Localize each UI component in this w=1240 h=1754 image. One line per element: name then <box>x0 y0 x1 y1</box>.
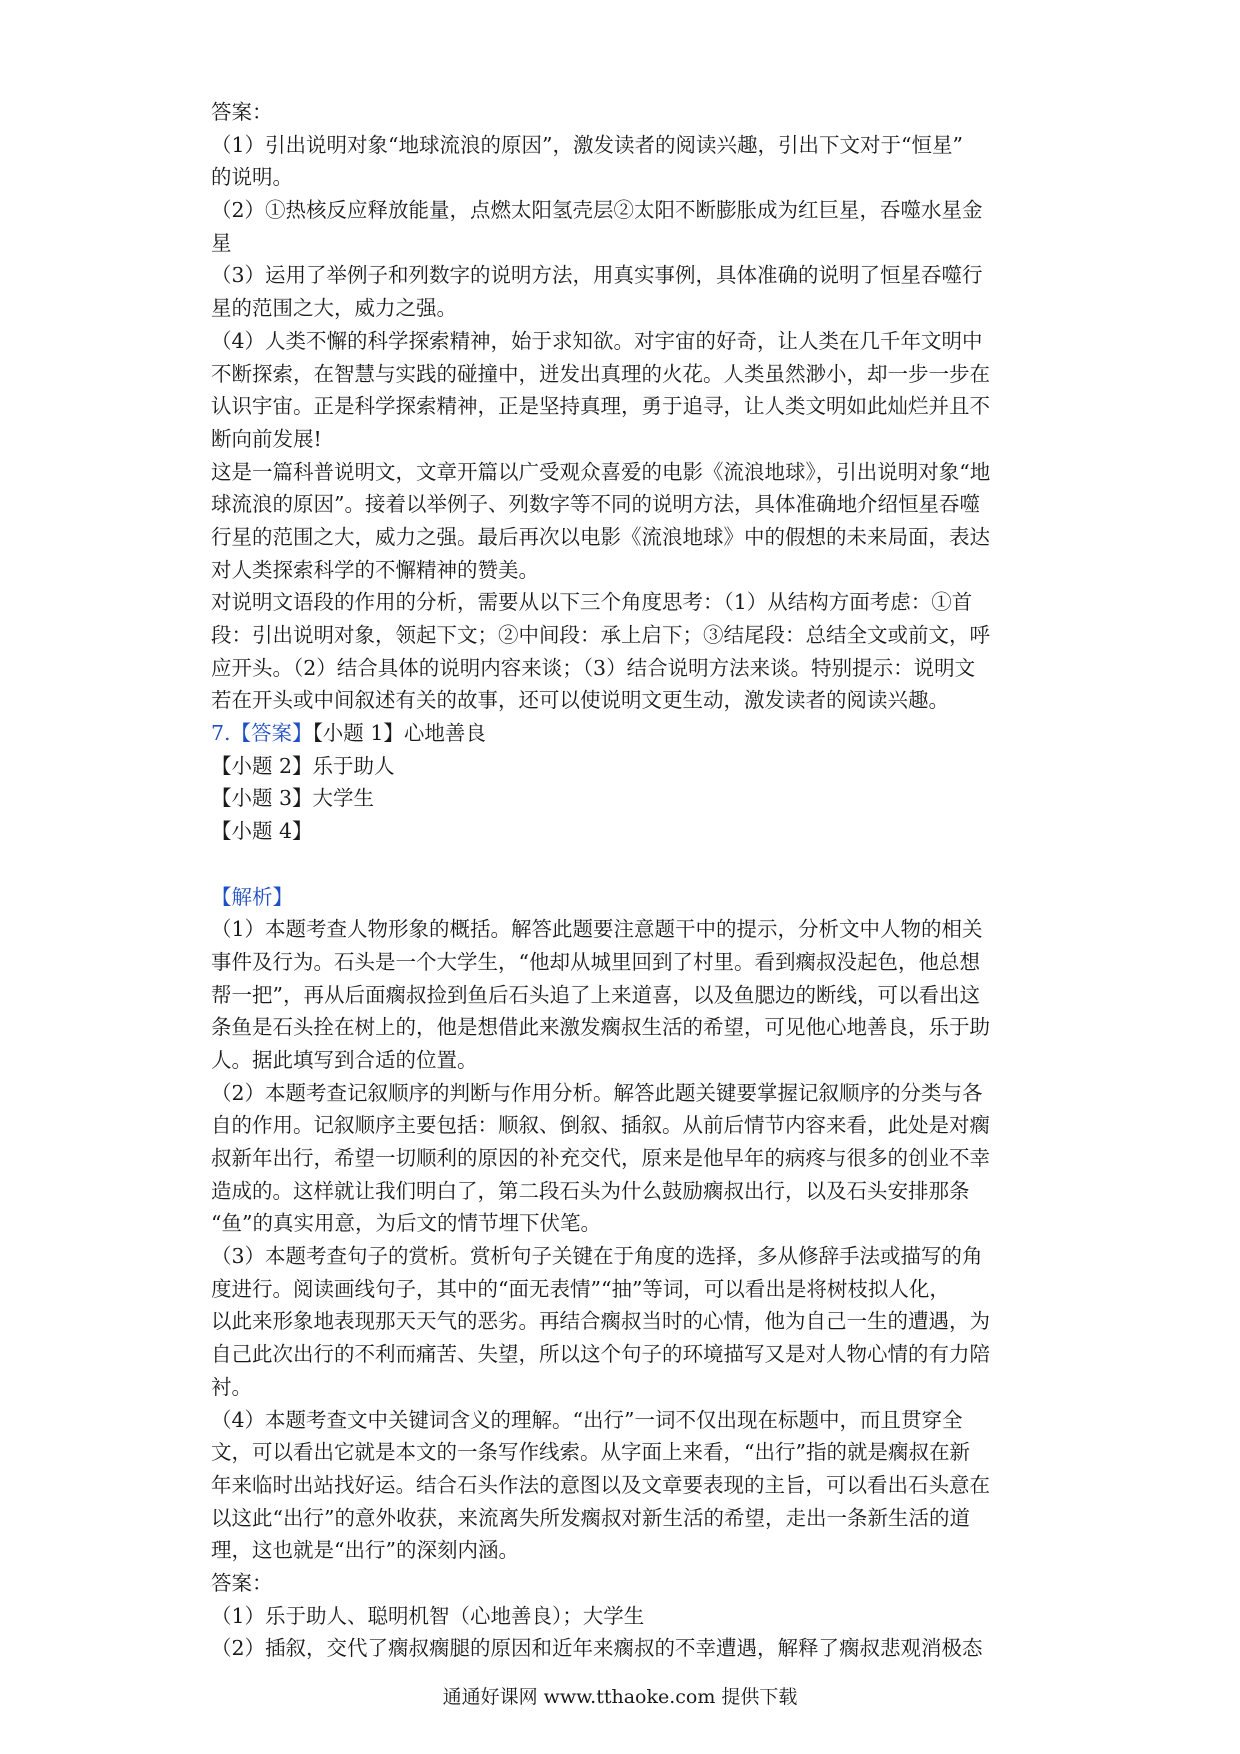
text-line: （2）插叙，交代了瘸叔瘸腿的原因和近年来瘸叔的不幸遭遇，解释了瘸叔悲观消极态 <box>211 1636 983 1661</box>
text-line: 答案： <box>211 100 273 124</box>
text-line: 以此来形象地表现那天天气的恶劣。再结合瘸叔当时的心情，他为自己一生的遭遇，为 <box>211 1309 990 1334</box>
text-line: （1）引出说明对象“地球流浪的原因”，激发读者的阅读兴趣，引出下文对于“恒星” <box>211 132 963 157</box>
text-line: 行星的范围之大，威力之强。最后再次以电影《流浪地球》中的假想的未来局面，表达 <box>211 524 990 549</box>
text-line: 人。据此填写到合适的位置。 <box>211 1047 478 1072</box>
subquestion-4-answer: 【小题 4】 <box>211 819 313 844</box>
text-line: 衬。 <box>211 1374 252 1399</box>
text-line: 造成的。这样就让我们明白了，第二段石头为什么鼓励瘸叔出行，以及石头安排那条 <box>211 1178 970 1203</box>
text-line: （2）①热核反应释放能量，点燃太阳氢壳层②太阳不断膨胀成为红巨星，吞噬水星金 <box>211 198 983 223</box>
text-line: 度进行。阅读画线句子，其中的“面无表情”“抽”等词，可以看出是将树枝拟人化， <box>211 1276 950 1301</box>
analysis-label: 【解析】 <box>211 884 293 909</box>
text-line: 这是一篇科普说明文，文章开篇以广受观众喜爱的电影《流浪地球》，引出说明对象“地 <box>211 459 991 484</box>
text-line: 球流浪的原因”。接着以举例子、列数字等不同的说明方法，具体准确地介绍恒星吞噬 <box>211 492 980 517</box>
subquestion-3-answer: 【小题 3】大学生 <box>211 786 375 811</box>
subquestion-1-answer: 【小题 1】心地善良 <box>312 721 486 746</box>
text-line: 以这此“出行”的意外收获，来流离失所发瘸叔对新生活的希望，走出一条新生活的道 <box>211 1505 970 1530</box>
question-7-answer-line <box>211 717 1041 750</box>
text-line: 的说明。 <box>211 165 293 190</box>
blank-line <box>211 848 1041 881</box>
text-line: 认识宇宙。正是科学探索精神，正是坚持真理，勇于追寻，让人类文明如此灿烂并且不 <box>211 394 990 419</box>
text-line: （1）乐于助人、聪明机智（心地善良）；大学生 <box>211 1603 645 1628</box>
answer-section-7 <box>211 717 1041 1665</box>
text-line: （1）本题考查人物形象的概括。解答此题要注意题干中的提示，分析文中人物的相关 <box>211 917 983 942</box>
text-line: （3）运用了举例子和列数字的说明方法，用真实事例，具体准确的说明了恒星吞噬行 <box>211 263 983 288</box>
question-7-answer-label: 7.【答案】 <box>211 721 313 746</box>
text-line: 文，可以看出它就是本文的一条写作线索。从字面上来看，“出行”指的就是瘸叔在新 <box>211 1440 970 1465</box>
text-line: 若在开头或中间叙述有关的故事，还可以使说明文更生动，激发读者的阅读兴趣。 <box>211 688 949 713</box>
text-line: 断向前发展! <box>211 426 322 451</box>
text-line: 不断探索，在智慧与实践的碰撞中，迸发出真理的火花。人类虽然渺小，却一步一步在 <box>211 361 990 386</box>
text-line: 条鱼是石头拴在树上的，他是想借此来激发瘸叔生活的希望，可见他心地善良，乐于助 <box>211 1015 990 1040</box>
page-footer: 通通好课网 www.tthaoke.com 提供下载 <box>442 1686 798 1708</box>
text-line: 星 <box>211 230 232 255</box>
text-line: 对人类探索科学的不懈精神的赞美。 <box>211 557 539 582</box>
answer-section-6 <box>211 96 1041 717</box>
text-line: 理，这也就是“出行”的深刻内涵。 <box>211 1538 519 1563</box>
text-line: 年来临时出站找好运。结合石头作法的意图以及文章要表现的主旨，可以看出石头意在 <box>211 1472 990 1497</box>
text-line: 应开头。（2）结合具体的说明内容来谈；（3）结合说明方法来谈。特别提示：说明文 <box>211 655 976 680</box>
text-line: （4）人类不懈的科学探索精神，始于求知欲。对宇宙的好奇，让人类在几千年文明中 <box>211 328 983 353</box>
text-line: 叔新年出行，希望一切顺利的原因的补充交代，原来是他早年的病疼与很多的创业不幸 <box>211 1146 990 1170</box>
text-line: 星的范围之大，威力之强。 <box>211 296 457 321</box>
text-line: 对说明文语段的作用的分析，需要从以下三个角度思考：（1）从结构方面考虑：①首 <box>211 590 973 615</box>
text-line: （4）本题考查文中关键词含义的理解。“出行”一词不仅出现在标题中，而且贯穿全 <box>211 1407 963 1432</box>
text-line: 自的作用。记叙顺序主要包括：顺叙、倒叙、插叙。从前后情节内容来看，此处是对瘸 <box>211 1113 990 1138</box>
text-line: 事件及行为。石头是一个大学生，“他却从城里回到了村里。看到瘸叔没起色，他总想 <box>211 949 980 974</box>
text-line: 答案： <box>211 1570 273 1595</box>
text-line: （2）本题考查记叙顺序的判断与作用分析。解答此题关键要掌握记叙顺序的分类与各 <box>211 1080 983 1105</box>
text-line: 自己此次出行的不利而痛苦、失望，所以这个句子的环境描写又是对人物心情的有力陪 <box>211 1342 990 1367</box>
text-line: 帮一把”，再从后面瘸叔捡到鱼后石头追了上来道喜，以及鱼腮边的断线，可以看出这 <box>211 982 980 1007</box>
text-line: 段：引出说明对象，领起下文；②中间段：承上启下；③结尾段：总结全文或前文，呼 <box>211 623 990 647</box>
subquestion-2-answer: 【小题 2】乐于助人 <box>211 753 395 778</box>
text-line: （3）本题考查句子的赏析。赏析句子关键在于角度的选择，多从修辞手法或描写的角 <box>211 1244 983 1269</box>
text-line: “鱼”的真实用意，为后文的情节埋下伏笔。 <box>211 1211 601 1236</box>
document-body <box>211 96 1041 1665</box>
